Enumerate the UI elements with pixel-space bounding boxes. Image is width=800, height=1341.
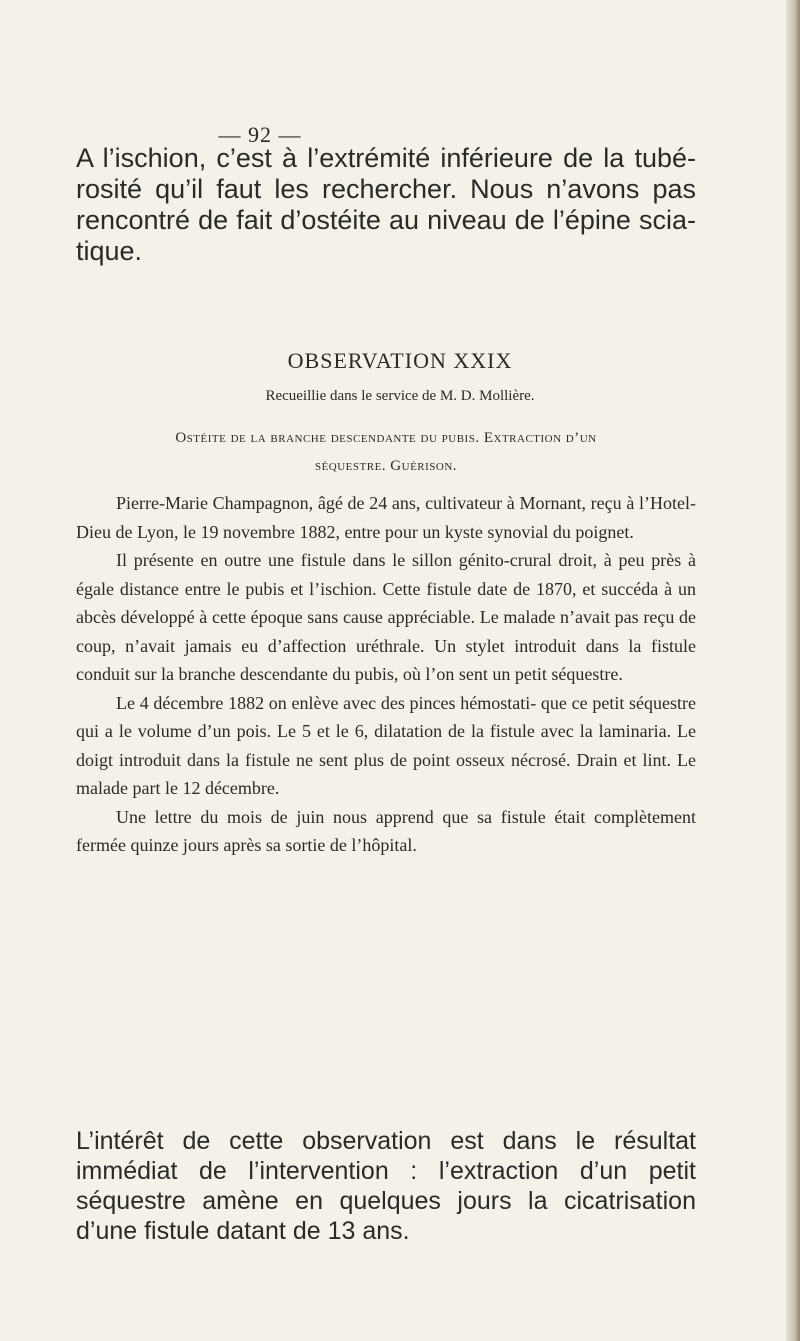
page-number: — 92 — [218,122,302,147]
case-paragraph: Le 4 décembre 1882 on enlève avec des pinces hémostati- que ce petit séquestre qui a le volume d’un pois. Le 5 et le 6, dilatation de la fistule avec la laminaria. Le doigt introduit dans la fistule ne sent plus de point osseux nécrosé. Drain et lint. Le malade part le 12 décembre. [76,692,696,798]
conclusion-line: L’intérêt de cette observation est dans le résultat [76,1127,696,1155]
intro-line: tique. [76,236,143,266]
observation-heading: OBSERVATION XXIX [287,348,513,373]
case-paragraph: Une lettre du mois de juin nous apprend que sa fistule était complètement fermée quinze jours après sa sortie de l’hôpital. [76,806,696,855]
page-edge-shadow [786,0,800,1341]
intro-paragraph [76,143,696,267]
intro-line: A l’ischion, c’est à l’extrémité inférieure de la tubé- [76,143,696,173]
observation-title-line: Ostéite de la branche descendante du pubis. Extraction d’un [175,430,597,446]
case-paragraph: Pierre-Marie Champagnon, âgé de 24 ans, cultivateur à Mornant, reçu à l’Hotel-Dieu de Lyon, le 19 novembre 1882, entre pour un kyste synovial du poignet. [76,493,696,542]
conclusion-line: immédiat de l’intervention : l’extraction d’un petit [76,1157,696,1185]
intro-line: rencontré de fait d’ostéite au niveau de l’épine scia- [76,205,696,235]
conclusion-line: d’une fistule datant de 13 ans. [76,1217,410,1245]
case-report [76,489,696,860]
observation-title [76,424,696,480]
case-paragraph: Il présente en outre une fistule dans le sillon génito-crural droit, à peu près à égale distance entre le pubis et l’ischion. Cette fistule date de 1870, et succéda à un abcès développé à cette époque sans cause appréciable. Le malade n’avait pas reçu de coup, n’avait jamais eu d’affection uréthrale. Un stylet introduit dans la fistule conduit sur la branche descendante du pubis, où l’on sent un petit séquestre. [76,550,696,684]
observation-title-line: séquestre. Guérison. [314,458,458,474]
intro-line: rosité qu’il faut les rechercher. Nous n’avons pas [76,174,696,204]
conclusion-line: séquestre amène en quelques jours la cicatrisation [76,1187,696,1215]
observation-source: Recueillie dans le service de M. D. Mollière. [265,388,535,404]
conclusion-paragraph [76,1126,696,1246]
